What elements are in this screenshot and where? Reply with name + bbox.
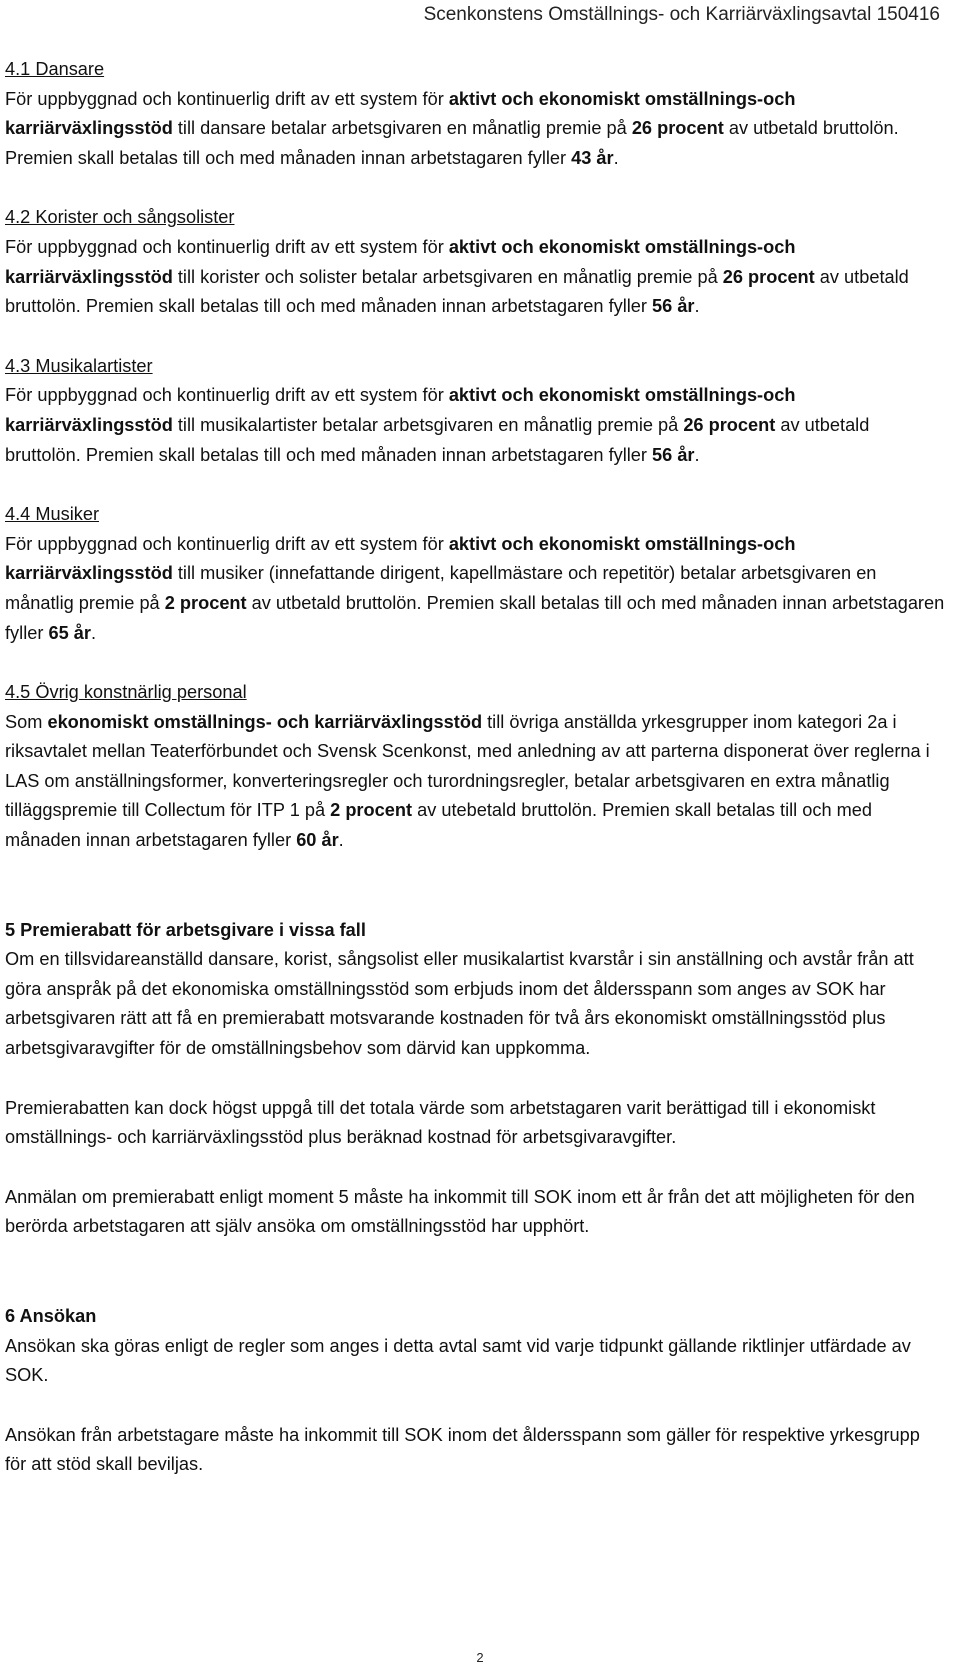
- bold-text-run: 56 år: [652, 444, 695, 465]
- text-run: till musiker (innefattande dirigent, kapellmästare och repetitör) betalar arbetsgivaren en månatlig premie på: [5, 563, 877, 613]
- section-heading: 4.3 Musikalartister: [5, 355, 153, 376]
- section-heading: 6 Ansökan: [5, 1306, 97, 1326]
- section-paragraph: Ansökan ska göras enligt de regler som anges i detta avtal samt vid varje tidpunkt gällande riktlinjer utfärdade av SOK.: [5, 1335, 911, 1386]
- page-header: Scenkonstens Omställnings- och Karriärväxlingsavtal 150416: [423, 4, 940, 25]
- bold-text-run: 60 år: [296, 830, 339, 851]
- text-run: till musikalartister betalar arbetsgivaren en månatlig premie på: [172, 414, 684, 435]
- text-run: För uppbyggnad och kontinuerlig drift av ett system för: [5, 236, 449, 257]
- document-body: [5, 55, 945, 1480]
- section-paragraph: [5, 708, 945, 856]
- section-heading: 5 Premierabatt för arbetsgivare i vissa fall: [5, 919, 366, 940]
- text-run: För uppbyggnad och kontinuerlig drift av ett system för: [5, 385, 449, 406]
- text-run: till korister och solister betalar arbetsgivaren en månatlig premie på: [172, 266, 723, 287]
- text-run: För uppbyggnad och kontinuerlig drift av ett system för: [5, 533, 449, 554]
- section-paragraph: Om en tillsvidareanställd dansare, korist, sångsolist eller musikalartist kvarstår i sin anställning och avstår från att göra anspråk på det ekonomiska omställningsstöd som erbjuds inom det åldersspann som anges av SOK har arbetsgivaren rätt att få en premierabatt motsvarande kostnaden för två års ekonomiskt omställningsstöd plus arbetsgivaravgifter för de omställningsbehov som därvid kan uppkomma.: [5, 949, 914, 1059]
- text-run: av utbetald bruttolön. Premien skall betalas till och med månaden innan arbetstagaren fyller: [5, 414, 870, 465]
- section-paragraph: Ansökan från arbetstagare måste ha inkommit till SOK inom det åldersspann som gäller för respektive yrkesgrupp för att stöd skall beviljas.: [5, 1424, 920, 1475]
- bold-text-run: 65 år: [48, 622, 91, 643]
- bold-text-run: 26 procent: [683, 414, 776, 435]
- text-run: av utbetald bruttolön. Premien skall betalas till och med månaden innan arbetstagaren fyller: [5, 592, 945, 643]
- text-run: av utebetald bruttolön. Premien skall betalas till och med månaden innan arbetstagaren fyller: [5, 800, 873, 851]
- bold-text-run: 2 procent: [330, 800, 413, 821]
- section-4-3: [5, 352, 945, 470]
- section-6: [5, 1302, 945, 1480]
- bold-text-run: 43 år: [571, 147, 614, 168]
- text-run: För uppbyggnad och kontinuerlig drift av ett system för: [5, 88, 449, 109]
- section-heading: 4.4 Musiker: [5, 504, 100, 525]
- section-4-5: [5, 678, 945, 856]
- text-run: Som: [5, 711, 48, 732]
- bold-text-run: aktivt och ekonomiskt omställnings-och karriärväxlingsstöd: [5, 236, 796, 287]
- text-run: av utbetald bruttolön. Premien skall betalas till och med månaden innan arbetstagaren fyller: [5, 118, 899, 168]
- text-run: till dansare betalar arbetsgivaren en månatlig premie på: [172, 118, 632, 139]
- bold-text-run: 26 procent: [631, 118, 724, 139]
- bold-text-run: 2 procent: [164, 592, 247, 613]
- bold-text-run: aktivt och ekonomiskt omställnings-och karriärväxlingsstöd: [5, 533, 796, 584]
- page-number: 2: [476, 1650, 484, 1665]
- bold-text-run: ekonomiskt omställnings- och karriärväxlingsstöd: [47, 711, 483, 732]
- section-paragraph: Anmälan om premierabatt enligt moment 5 måste ha inkommit till SOK inom ett år från det att möjligheten för den berörda arbetstagaren att själv ansöka om omställningsstöd har upphört.: [5, 1186, 915, 1237]
- section-heading: 4.5 Övrig konstnärlig personal: [5, 682, 247, 703]
- section-4-2: [5, 203, 945, 321]
- section-4-1: [5, 55, 945, 173]
- section-paragraph: [5, 233, 945, 322]
- section-5: [5, 916, 945, 1242]
- text-run: till övriga anställda yrkesgrupper inom kategori 2a i riksavtalet mellan Teaterförbundet och Svensk Scenkonst, med anledning av att parterna disponerat över reglerna i LAS om anställningsformer, konverteringsregler och turordningsregler, betalar arbetsgivaren en extra månatlig tilläggspremie till Collectum för ITP 1 på: [5, 711, 930, 821]
- section-paragraph: Premierabatten kan dock högst uppgå till det totala värde som arbetstagaren varit berättigad till i ekonomiskt omställnings- och karriärväxlingsstöd plus beräknad kostnad för arbetsgivaravgifter.: [5, 1097, 876, 1148]
- text-run: .: [90, 622, 96, 643]
- text-run: .: [694, 444, 700, 465]
- section-paragraph: [5, 381, 945, 470]
- bold-text-run: aktivt och ekonomiskt omställnings-och karriärväxlingsstöd: [5, 385, 796, 435]
- text-run: .: [338, 830, 344, 851]
- text-run: .: [613, 147, 619, 168]
- text-run: av utbetald bruttolön. Premien skall betalas till och med månaden innan arbetstagaren fyller: [5, 266, 909, 317]
- section-heading: 4.2 Korister och sångsolister: [5, 207, 235, 228]
- section-heading: 4.1 Dansare: [5, 59, 105, 79]
- section-paragraph: [5, 85, 945, 174]
- bold-text-run: aktivt och ekonomiskt omställnings-och karriärväxlingsstöd: [5, 88, 796, 139]
- text-run: .: [694, 296, 700, 317]
- bold-text-run: 26 procent: [722, 266, 815, 287]
- section-paragraph: [5, 530, 945, 648]
- section-4-4: [5, 500, 945, 648]
- bold-text-run: 56 år: [652, 296, 695, 317]
